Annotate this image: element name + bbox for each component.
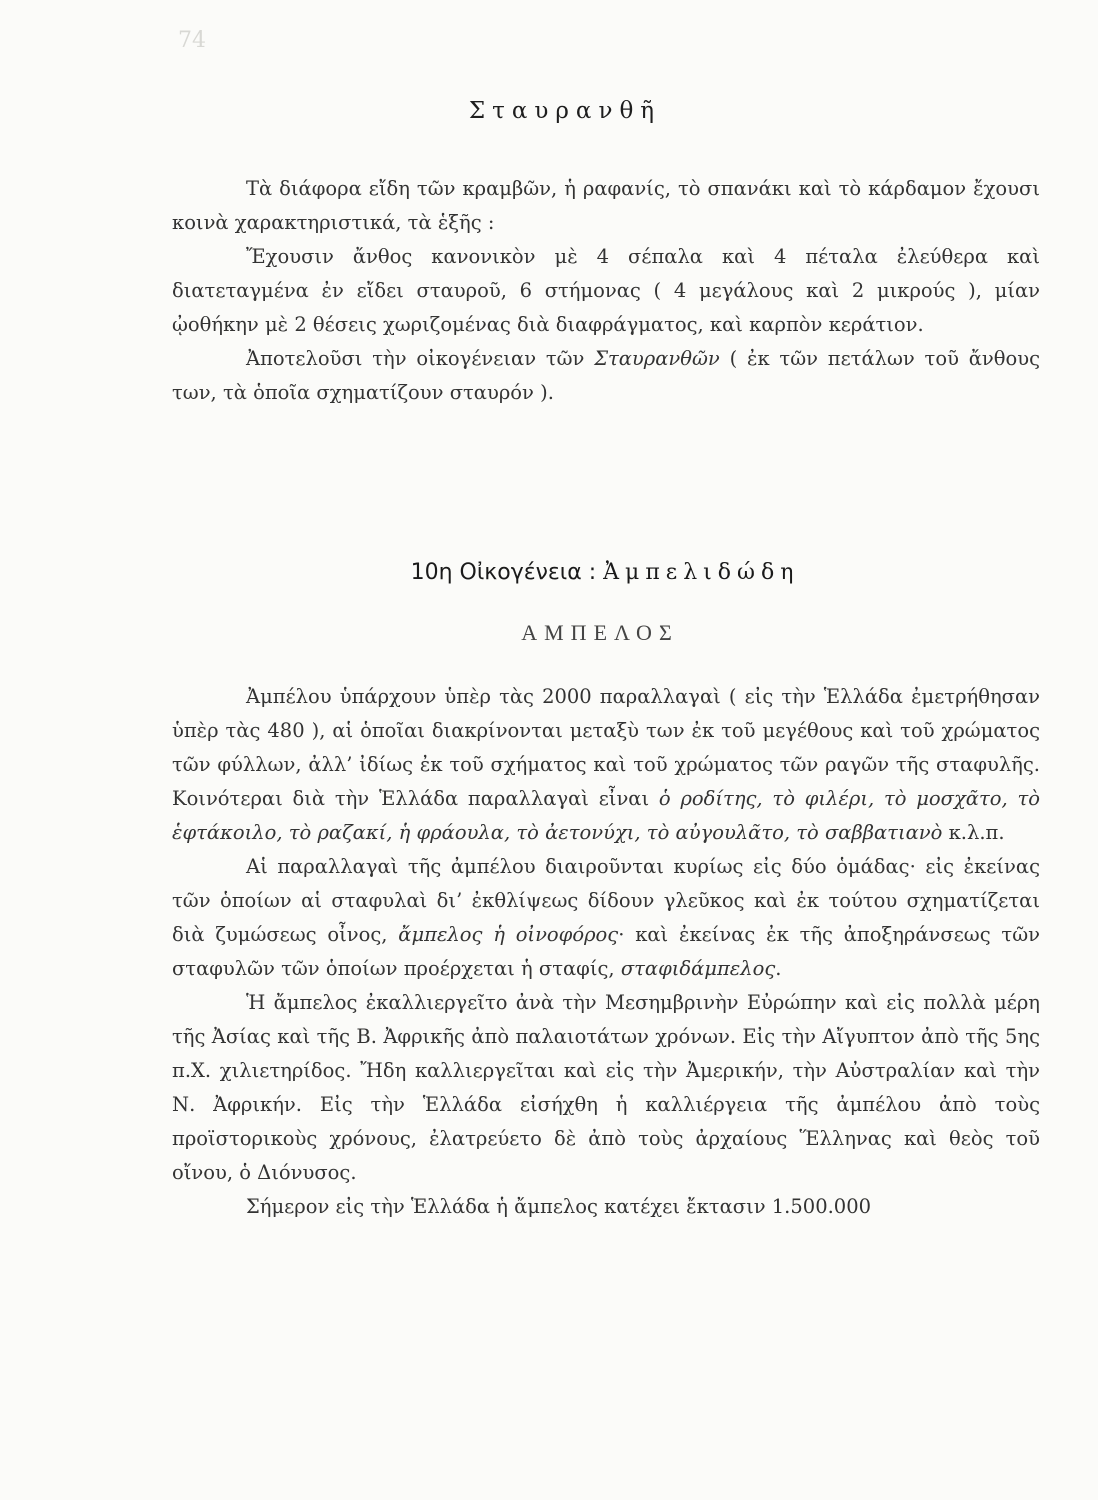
paragraph-text: Ἀμπέλου ὑπάρχουν ὑπὲρ τὰς 2000 παραλλαγαὶ ( εἰς τὴν Ἑλλάδα ἐμετρήθησαν ὑπὲρ τὰς 480 ), αἱ ὁποῖαι διακρίνονται μεταξὺ των ἐκ τοῦ μεγέθους καὶ τοῦ χρώματος τῶν φύλλων, ἀλλ’ ἰδίως ἐκ τοῦ σχήματος καὶ τοῦ χρώματος τῶν ραγῶν τῆς σταφυλῆς. Κοινότεραι διὰ τὴν Ἑλλάδα παραλλαγαὶ εἶναι: [172, 685, 1040, 810]
family-heading: [0, 560, 1098, 585]
section-title: Σταυρανθῆ: [468, 98, 662, 124]
paragraph-text: Αἱ παραλλαγαὶ τῆς ἀμπέλου διαιροῦνται κυρίως εἰς δύο ὁμάδας· εἰς ἐκείνας τῶν ὁποίων αἱ σταφυλαὶ δι’ ἐκθλίψεως δίδουν γλεῦκος καὶ ἐκ τούτου σχηματίζεται διὰ ζυμώσεως οἶνος,: [172, 855, 1040, 946]
paragraph-text: κ.λ.π.: [948, 821, 1005, 844]
paragraph-text: · καὶ ἐκείνας ἐκ τῆς ἀποξηράνσεως τῶν σταφυλῶν τῶν ὁποίων προέρχεται ἡ σταφίς,: [172, 923, 1040, 980]
paragraph: Σήμερον εἰς τὴν Ἑλλάδα ἡ ἄμπελος κατέχει ἔκτασιν 1.500.000: [246, 1195, 872, 1218]
variety-names-italic: ὁ ροδίτης, τὸ φιλέρι, τὸ μοσχᾶτο, τὸ ἑφτάκοιλο, τὸ ραζακί, ἡ φράουλα, τὸ ἀετονύχι, τὸ αὐγουλᾶτο, τὸ σαββατιανὸ: [172, 787, 1041, 844]
family-name-italic: Σταυρανθῶν: [594, 347, 720, 370]
paragraph: Ἔχουσιν ἄνθος κανονικὸν μὲ 4 σέπαλα καὶ 4 πέταλα ἐλεύθερα καὶ διατεταγμένα ἐν εἴδει σταυροῦ, 6 στήμονας ( 4 μεγάλους καὶ 2 μικρούς ), μίαν ᾠοθήκην μὲ 2 θέσεις χωριζομένας διὰ διαφράγματος, καὶ καρπὸν κεράτιον.: [172, 245, 1040, 336]
term-italic: σταφιδάμπελος: [620, 957, 776, 980]
family-number-label: 10η Οἰκογένεια :: [410, 560, 597, 585]
paragraph: [172, 680, 1040, 850]
paragraph-text: ( ἐκ τῶν πετάλων τοῦ ἄνθους των, τὰ ὁποῖα σχηματίζουν σταυρόν ).: [172, 347, 1040, 404]
plant-title: ΑΜΠΕΛΟΣ: [521, 620, 679, 645]
paragraph: Τὰ διάφορα εἴδη τῶν κραμβῶν, ἡ ραφανίς, τὸ σπανάκι καὶ τὸ κάρδαμον ἔχουσι κοινὰ χαρακτηριστικά, τὰ ἑξῆς :: [172, 177, 1040, 234]
section-body-cruciferae: [172, 172, 1040, 410]
paragraph: [172, 850, 1040, 986]
paragraph-text: .: [775, 957, 782, 980]
page-number: 74: [178, 28, 206, 53]
paragraph-text: Ἀποτελοῦσι τὴν οἰκογένειαν τῶν: [246, 347, 585, 370]
paragraph: Ἡ ἄμπελος ἐκαλλιεργεῖτο ἀνὰ τὴν Μεσημβρινὴν Εὐρώπην καὶ εἰς πολλὰ μέρη τῆς Ἀσίας καὶ τῆς Β. Ἀφρικῆς ἀπὸ παλαιοτάτων χρόνων. Εἰς τὴν Αἴγυπτον ἀπὸ τῆς 5ης π.Χ. χιλιετηρίδος. Ἤδη καλλιεργεῖται καὶ εἰς τὴν Ἀμερικήν, τὴν Αὐστραλίαν καὶ τὴν Ν. Ἀφρικήν. Εἰς τὴν Ἑλλάδα εἰσήχθη ἡ καλλιέργεια τῆς ἀμπέλου ἀπὸ τοὺς προϊστορικοὺς χρόνους, ἐλατρεύετο δὲ ἀπὸ τοὺς ἀρχαίους Ἕλληνας καὶ θεὸς τοῦ οἴνου, ὁ Διόνυσος.: [172, 991, 1040, 1184]
family-name: Ἀμπελιδώδη: [603, 560, 800, 585]
paragraph: [172, 342, 1040, 410]
term-italic: ἄμπελος ἡ οἰνοφόρος: [398, 923, 619, 946]
section-body-vine: [172, 680, 1040, 1224]
